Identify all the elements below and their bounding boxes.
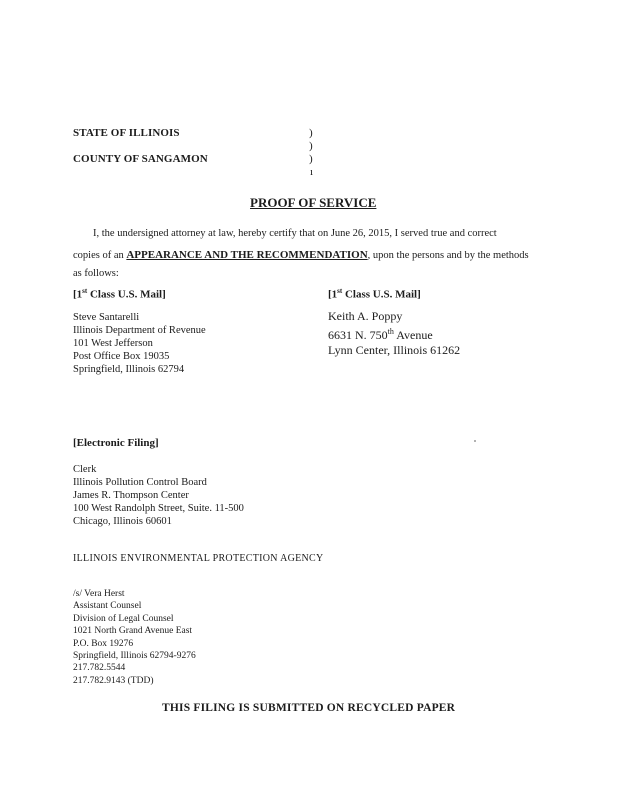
right-service-address (328, 309, 460, 358)
address-line: Steve Santarelli (73, 312, 140, 323)
signature-line: Springfield, Illinois 62794-9276 (73, 651, 196, 662)
address-line: Clerk (73, 464, 97, 475)
address-line: 101 West Jefferson (73, 338, 153, 349)
method-superscript: st (82, 287, 88, 295)
left-service-address (73, 311, 206, 376)
address-line: James R. Thompson Center (73, 490, 189, 501)
document-title: PROOF OF SERVICE (250, 195, 377, 210)
street-number: 6631 N. 750 (328, 328, 388, 342)
document-name-emphasis: APPEARANCE AND THE RECOMMENDATION (126, 249, 368, 261)
street-suffix: Avenue (393, 328, 433, 342)
scan-speck (474, 440, 476, 442)
recycled-paper-notice: THIS FILING IS SUBMITTED ON RECYCLED PAPER (162, 702, 456, 714)
intro-line-3: as follows: (73, 268, 119, 279)
signature-line: 217.782.9143 (TDD) (73, 675, 154, 686)
signature-line: 217.782.5544 (73, 663, 126, 674)
caption-county: COUNTY OF SANGAMON (73, 153, 208, 165)
method-suffix: Class U.S. Mail] (342, 288, 421, 301)
recipient-name: Keith A. Poppy (328, 309, 403, 323)
address-line: Post Office Box 19035 (73, 351, 170, 362)
signature-line: Division of Legal Counsel (73, 613, 174, 624)
address-line: Illinois Pollution Control Board (73, 477, 207, 488)
signature-line: /s/ Vera Herst (73, 589, 125, 599)
method-prefix: [1 (328, 288, 338, 301)
left-service-method (73, 287, 166, 301)
address-line: Chicago, Illinois 60601 (73, 516, 172, 527)
right-service-method (328, 287, 421, 301)
intro-line-1: I, the undersigned attorney at law, hereby certify that on June 26, 2015, I served true and correct (93, 228, 497, 239)
intro-suffix: , upon the persons and by the methods (367, 250, 529, 261)
caption-paren: ı (310, 166, 314, 178)
signature-line: Assistant Counsel (73, 601, 142, 612)
address-line: Illinois Department of Revenue (73, 325, 206, 336)
signature-line: 1021 North Grand Avenue East (73, 626, 193, 637)
electronic-filing-address (73, 463, 244, 528)
signature-block (73, 588, 196, 687)
caption-paren: ) (309, 127, 313, 139)
intro-prefix: copies of an (73, 250, 127, 261)
caption-paren: ) (309, 153, 313, 165)
address-line: Springfield, Illinois 62794 (73, 364, 185, 375)
agency-name: ILLINOIS ENVIRONMENTAL PROTECTION AGENCY (73, 553, 324, 564)
recipient-city: Lynn Center, Illinois 61262 (328, 343, 461, 357)
electronic-filing-method: [Electronic Filing] (73, 437, 159, 449)
caption-paren: ) (309, 140, 313, 152)
recipient-street (328, 324, 460, 343)
street-superscript: th (387, 327, 394, 336)
caption-state: STATE OF ILLINOIS (73, 127, 180, 139)
address-line: 100 West Randolph Street, Suite. 11-500 (73, 503, 244, 514)
method-prefix: [1 (73, 288, 83, 301)
method-superscript: st (337, 287, 343, 295)
method-suffix: Class U.S. Mail] (87, 288, 166, 301)
signature-line: P.O. Box 19276 (73, 638, 134, 649)
intro-line-2 (73, 249, 529, 261)
